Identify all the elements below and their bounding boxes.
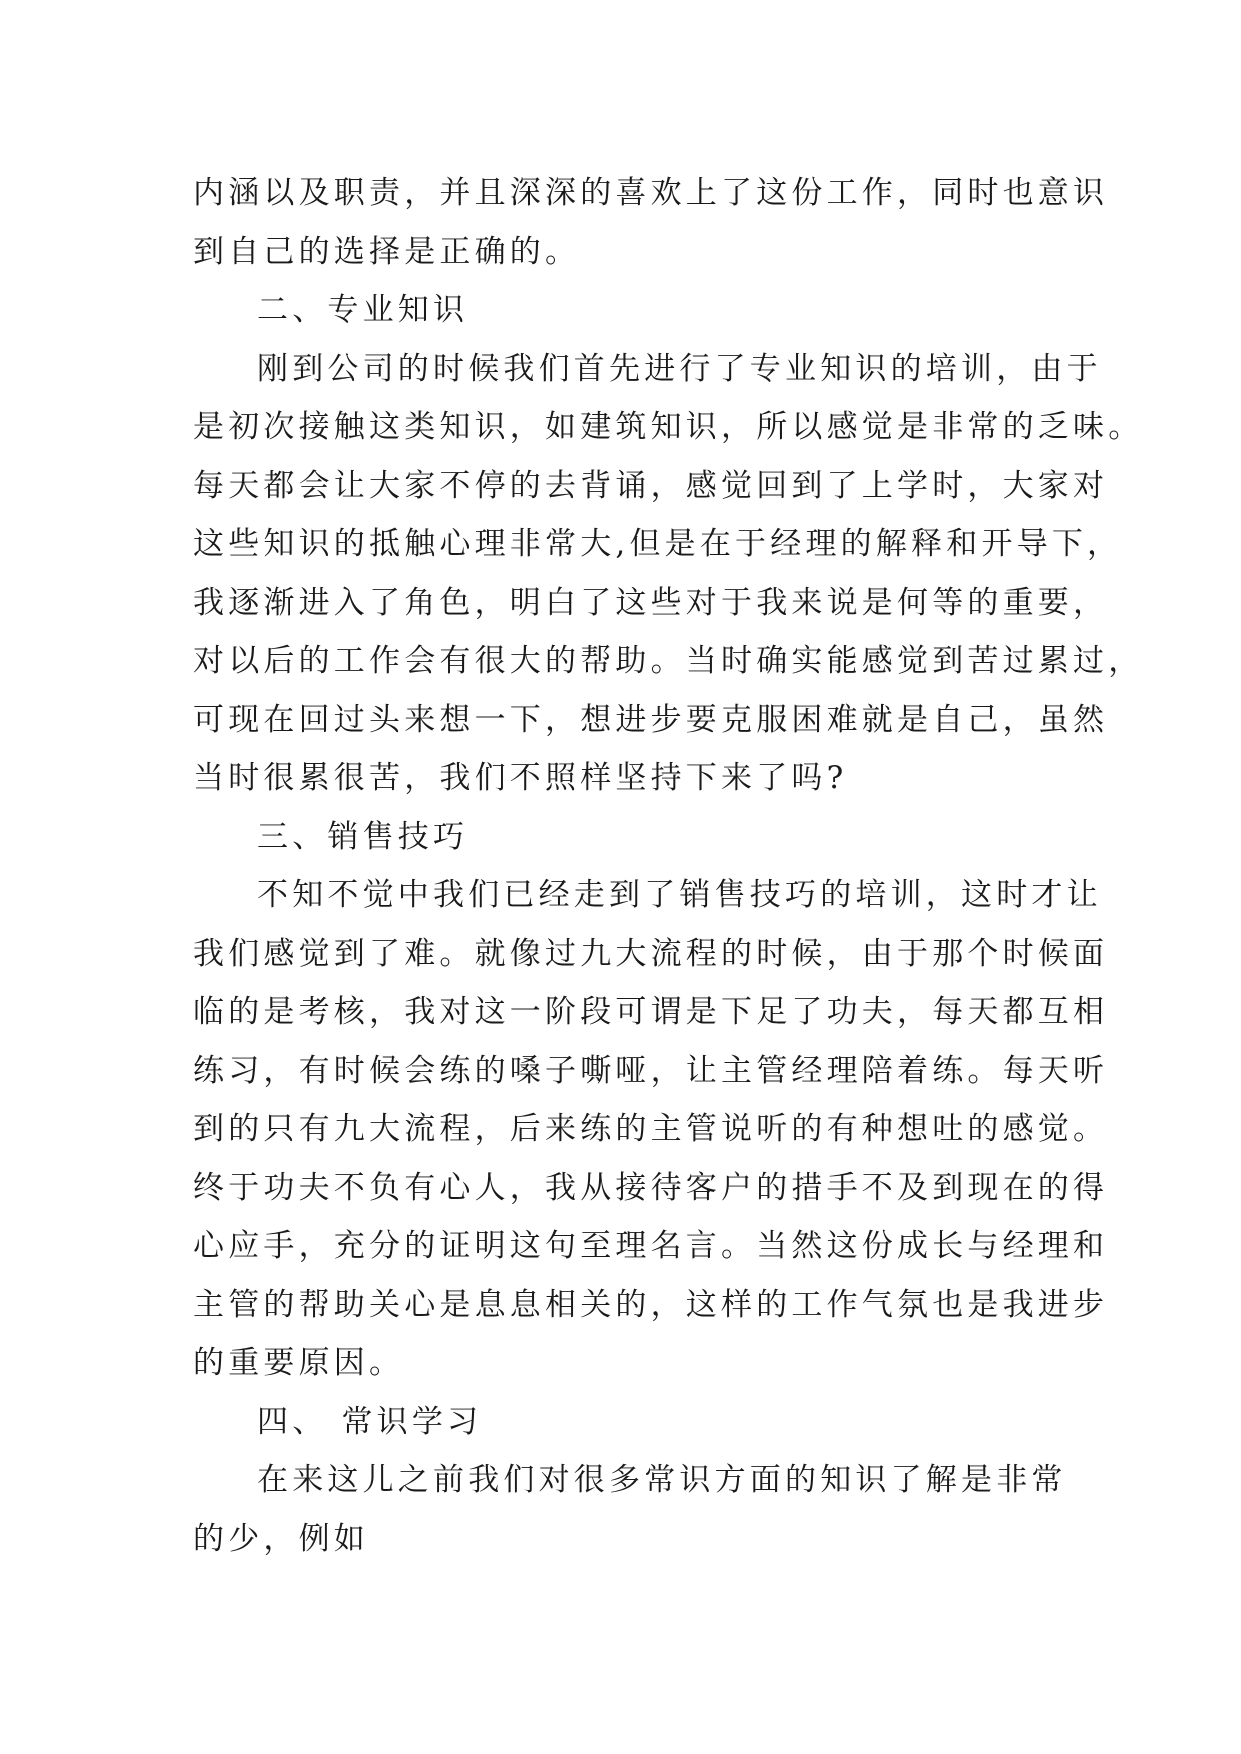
section-heading-professional-knowledge: 二、专业知识 — [257, 292, 469, 328]
body-text-line: 这些知识的抵触心理非常大,但是在于经理的解释和开导下， — [193, 526, 1123, 562]
body-text-line: 到自己的选择是正确的。 — [193, 233, 581, 270]
paragraph-start-line: 不知不觉中我们已经走到了销售技巧的培训，这时才让 — [257, 877, 1102, 913]
section-heading-sales-skills: 三、销售技巧 — [257, 818, 469, 855]
body-text-line: 内涵以及职责，并且深深的喜欢上了这份工作，同时也意识 — [193, 175, 1109, 211]
body-text-line: 我逐渐进入了角色，明白了这些对于我来说是何等的重要， — [193, 584, 1109, 621]
body-text-line: 对以后的工作会有很大的帮助。当时确实能感觉到苦过累过， — [193, 643, 1144, 679]
body-text-line: 的少，例如 — [193, 1520, 369, 1557]
body-text-line: 是初次接触这类知识，如建筑知识，所以感觉是非常的乏味。 — [193, 409, 1144, 445]
paragraph-start-line: 在来这儿之前我们对很多常识方面的知识了解是非常 — [257, 1462, 1067, 1498]
body-text-line: 的重要原因。 — [193, 1345, 405, 1381]
body-text-line: 心应手，充分的证明这句至理名言。当然这份成长与经理和 — [193, 1228, 1109, 1264]
body-text-line: 可现在回过头来想一下，想进步要克服困难就是自己，虽然 — [193, 701, 1109, 738]
body-text-line: 临的是考核，我对这一阶段可谓是下足了功夫，每天都互相 — [193, 994, 1109, 1030]
body-text-line: 我们感觉到了难。就像过九大流程的时候，由于那个时候面 — [193, 935, 1109, 972]
body-text-line: 当时很累很苦，我们不照样坚持下来了吗? — [193, 760, 848, 796]
body-text-line: 每天都会让大家不停的去背诵，感觉回到了上学时，大家对 — [193, 467, 1109, 504]
body-text-line: 到的只有九大流程，后来练的主管说听的有种想吐的感觉。 — [193, 1111, 1109, 1147]
body-text-line: 主管的帮助关心是息息相关的，这样的工作气氛也是我进步 — [193, 1286, 1109, 1323]
paragraph-start-line: 刚到公司的时候我们首先进行了专业知识的培训，由于 — [257, 350, 1102, 387]
body-text-line: 终于功夫不负有心人，我从接待客户的措手不及到现在的得 — [193, 1169, 1109, 1206]
document-body — [193, 164, 1144, 1568]
body-text-line: 练习，有时候会练的嗓子嘶哑，让主管经理陪着练。每天听 — [193, 1052, 1109, 1089]
section-heading-general-knowledge: 四、 常识学习 — [257, 1403, 483, 1440]
